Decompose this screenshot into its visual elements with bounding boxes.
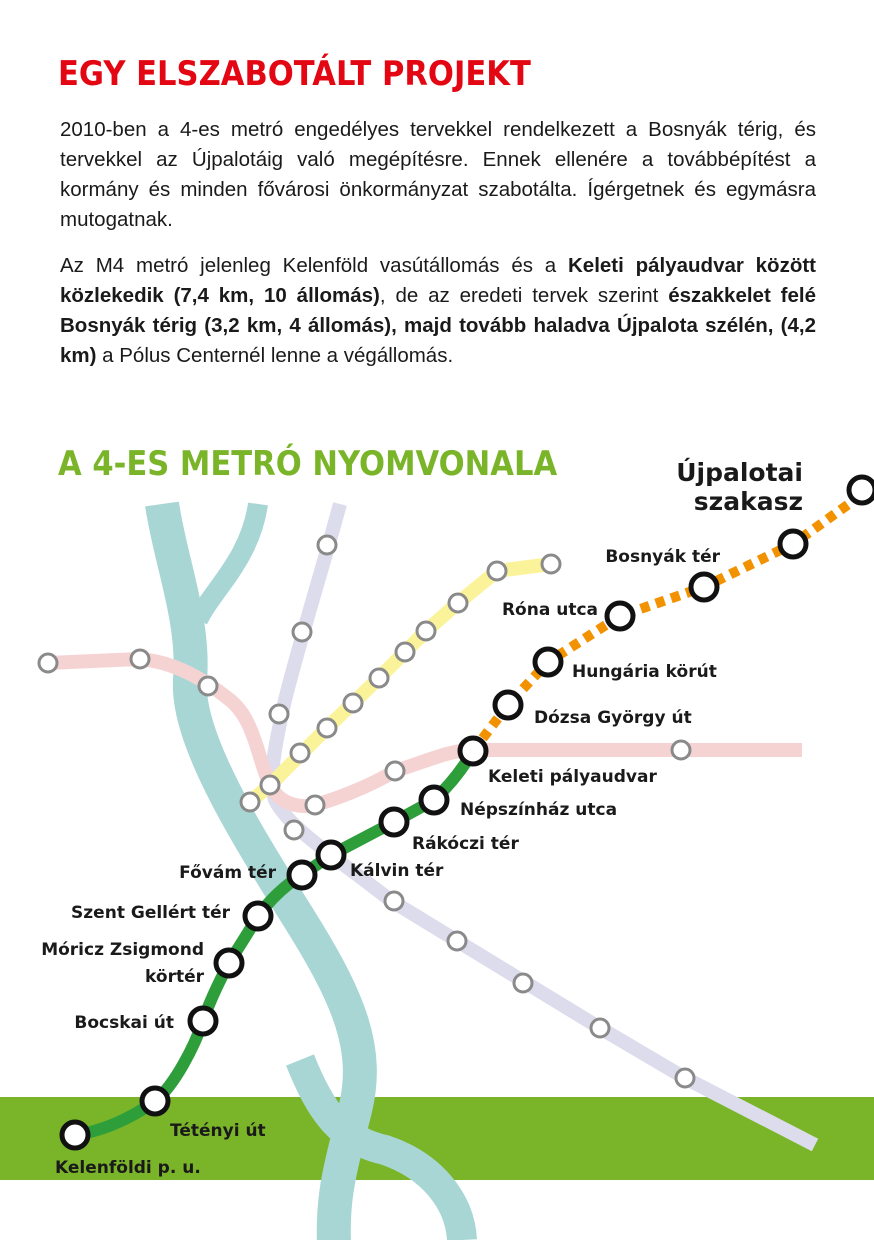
other-station-marker — [417, 622, 435, 640]
station-label: Szent Gellért tér — [71, 903, 230, 923]
other-station-marker — [39, 654, 57, 672]
heading: EGY ELSZABOTÁLT PROJEKT — [58, 54, 531, 94]
m4-station-marker — [535, 649, 561, 675]
m4-station-marker — [381, 809, 407, 835]
station-label: Keleti pályaudvar — [488, 767, 657, 787]
m4-station-marker — [142, 1088, 168, 1114]
station-label: Hungária körút — [572, 662, 717, 682]
m4-station-marker — [495, 692, 521, 718]
other-station-marker — [261, 776, 279, 794]
route-text-1: Az M4 metró jelenleg Kelenföld vasútállomás és a — [60, 254, 568, 277]
route-bold-1: Keleti pályaudvar között közlekedik (7,4 km, 10 állomás) — [60, 254, 816, 307]
m4-station-labels — [41, 547, 720, 1178]
other-station-marker — [591, 1019, 609, 1037]
other-station-marker — [386, 762, 404, 780]
route-bold-2: északkelet felé Bosnyák térig (3,2 km, 4 állomás), majd tovább haladva Újpalota szélén, (4,2 km) — [60, 284, 816, 367]
other-station-marker — [318, 719, 336, 737]
station-label: Bocskai út — [74, 1013, 174, 1033]
station-label: Kelenföldi p. u. — [55, 1158, 201, 1178]
m4-station-marker — [607, 603, 633, 629]
m4-station-marker — [245, 903, 271, 929]
station-label: Móricz Zsigmond — [41, 940, 204, 960]
route-text-2: , de az eredeti tervek szerint — [379, 284, 669, 307]
station-label: Tétényi út — [170, 1121, 266, 1141]
station-label: Kálvin tér — [350, 861, 444, 881]
m4-station-marker — [62, 1122, 88, 1148]
other-station-marker — [396, 643, 414, 661]
route-text-3: a Pólus Centernél lenne a végállomás. — [96, 344, 454, 367]
station-label: Róna utca — [501, 600, 598, 620]
danube-branch — [198, 504, 258, 620]
station-label-line2: körtér — [145, 967, 204, 987]
m4-station-marker — [216, 950, 242, 976]
other-station-marker — [448, 932, 466, 950]
other-station-marker — [285, 821, 303, 839]
other-station-marker — [291, 744, 309, 762]
other-station-marker — [542, 555, 560, 573]
m4-station-marker — [190, 1008, 216, 1034]
other-station-marker — [514, 974, 532, 992]
station-label: Rákóczi tér — [412, 834, 519, 854]
section-label-line2: szakasz — [693, 487, 803, 516]
m4-station-marker — [460, 738, 486, 764]
other-station-marker — [676, 1069, 694, 1087]
other-station-marker — [318, 536, 336, 554]
other-station-marker — [370, 669, 388, 687]
station-label: Fővám tér — [179, 863, 276, 883]
other-station-marker — [344, 694, 362, 712]
intro-paragraph: 2010-ben a 4-es metró engedélyes tervekkel rendelkezett a Bosnyák térig, és tervekkel az Újpalotáig való megépítésre. Ennek ellenére a továbbépítést a kormány és minden fővárosi önkormányzat szabotálta. Ígérgetnek és egymásra mutogatnak. — [60, 118, 816, 231]
other-station-marker — [306, 796, 324, 814]
m4-station-marker — [849, 477, 874, 503]
section-label-line1: Újpalotai — [676, 458, 803, 487]
other-station-marker — [199, 677, 217, 695]
other-station-marker — [488, 562, 506, 580]
m4-station-marker — [318, 842, 344, 868]
m4-station-marker — [289, 862, 315, 888]
other-station-marker — [293, 623, 311, 641]
other-station-marker — [672, 741, 690, 759]
other-station-marker — [385, 892, 403, 910]
other-station-marker — [131, 650, 149, 668]
m4-station-marker — [691, 574, 717, 600]
map-title: A 4-ES METRÓ NYOMVONALA — [58, 444, 558, 484]
station-label: Népszínház utca — [460, 800, 618, 820]
m4-station-marker — [780, 531, 806, 557]
other-station-marker — [449, 594, 467, 612]
station-label: Dózsa György út — [534, 708, 692, 728]
station-label: Bosnyák tér — [605, 547, 720, 567]
other-station-marker — [241, 793, 259, 811]
other-station-marker — [270, 705, 288, 723]
m4-station-marker — [421, 787, 447, 813]
